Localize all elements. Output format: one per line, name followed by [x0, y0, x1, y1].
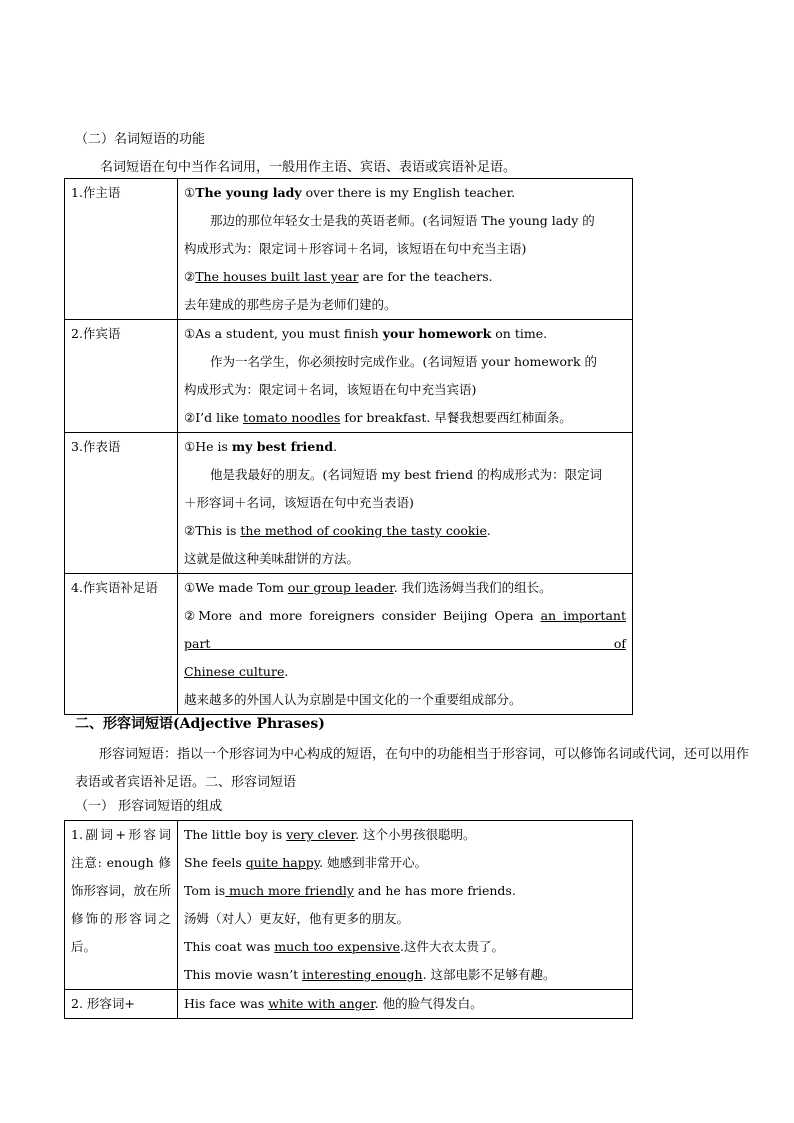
- example-line: She feels quite happy. 她感到非常开心。: [184, 855, 428, 870]
- table-row: [65, 433, 633, 574]
- example-line: This coat was much too expensive.这件大衣太贵了。: [184, 939, 505, 954]
- row-content: [178, 320, 633, 433]
- translation-line: 他是我最好的朋友。(名词短语 my best friend 的构成形式为：限定词: [210, 467, 603, 482]
- subsection-heading: （一） 形容词短语的组成: [75, 799, 223, 814]
- example-line: ②I’d like tomato noodles for breakfast. 早餐我想要西红柿面条。: [184, 410, 572, 425]
- table-row: [65, 821, 633, 990]
- section-intro: 形容词短语：指以一个形容词为中心构成的短语，在句中的功能相当于形容词，可以修饰名词或代词，还可以用作表语或者宾语补足语。二、形容词短语: [75, 747, 750, 790]
- explanation-line: ＋形容词＋名词，该短语在句中充当表语): [184, 495, 414, 510]
- translation-line: 汤姆（对人）更友好，他有更多的朋友。: [184, 911, 410, 926]
- example-line: Chinese culture.: [184, 664, 289, 679]
- row-label: 2. 形容词+: [65, 990, 178, 1019]
- row-label: 3.作表语: [65, 433, 178, 574]
- row-content: [178, 433, 633, 574]
- adjective-phrase-table: [64, 820, 633, 1019]
- example-line: His face was white with anger. 他的脸气得发白。: [184, 996, 483, 1011]
- explanation-line: 构成形式为：限定词＋形容词＋名词，该短语在句中充当主语): [184, 241, 527, 256]
- table-row: [65, 179, 633, 320]
- row-label: 2.作宾语: [65, 320, 178, 433]
- example-line: This movie wasn’t interesting enough. 这部电影不足够有趣。: [184, 967, 556, 982]
- row-label: 1.作主语: [65, 179, 178, 320]
- translation-line: 那边的那位年轻女士是我的英语老师。(名词短语 The young lady 的: [210, 213, 595, 228]
- explanation-line: 构成形式为：限定词＋名词，该短语在句中充当宾语): [184, 382, 477, 397]
- example-line: ①The young lady over there is my English teacher.: [184, 185, 516, 200]
- row-content: [178, 821, 633, 990]
- row-content: [178, 574, 633, 715]
- noun-phrase-function-table: [64, 178, 633, 715]
- example-line: The little boy is very clever. 这个小男孩很聪明。: [184, 827, 476, 842]
- row-content: [178, 990, 633, 1019]
- table-row: [65, 990, 633, 1019]
- translation-line: 去年建成的那些房子是为老师们建的。: [184, 297, 397, 312]
- example-line: ①As a student, you must finish your homework on time.: [184, 326, 548, 341]
- row-content: [178, 179, 633, 320]
- example-line: ②The houses built last year are for the teachers.: [184, 269, 493, 284]
- example-line: ①We made Tom our group leader. 我们选汤姆当我们的组长。: [184, 580, 552, 595]
- section-heading: 二、形容词短语(Adjective Phrases): [75, 716, 325, 732]
- translation-line: 这就是做这种美味甜饼的方法。: [184, 551, 360, 566]
- example-line: ②This is the method of cooking the tasty cookie.: [184, 523, 491, 538]
- example-line: ①He is my best friend.: [184, 439, 338, 454]
- section-intro: 名词短语在句中当作名词用，一般用作主语、宾语、表语或宾语补足语。: [100, 160, 517, 175]
- translation-line: 作为一名学生，你必须按时完成作业。(名词短语 your homework 的: [210, 354, 598, 369]
- section-heading: （二）名词短语的功能: [75, 132, 206, 147]
- row-label: 1.副词+形容词 注意: enough 修饰形容词，放在所修饰的形容词之后。: [65, 821, 178, 990]
- table-row: [65, 320, 633, 433]
- row-label: 4.作宾语补足语: [65, 574, 178, 715]
- table-row: [65, 574, 633, 715]
- translation-line: 越来越多的外国人认为京剧是中国文化的一个重要组成部分。: [184, 692, 522, 707]
- example-line: Tom is much more friendly and he has more friends.: [184, 883, 516, 898]
- example-line: ②More and more foreigners consider Beijing Opera an important part of: [184, 608, 626, 651]
